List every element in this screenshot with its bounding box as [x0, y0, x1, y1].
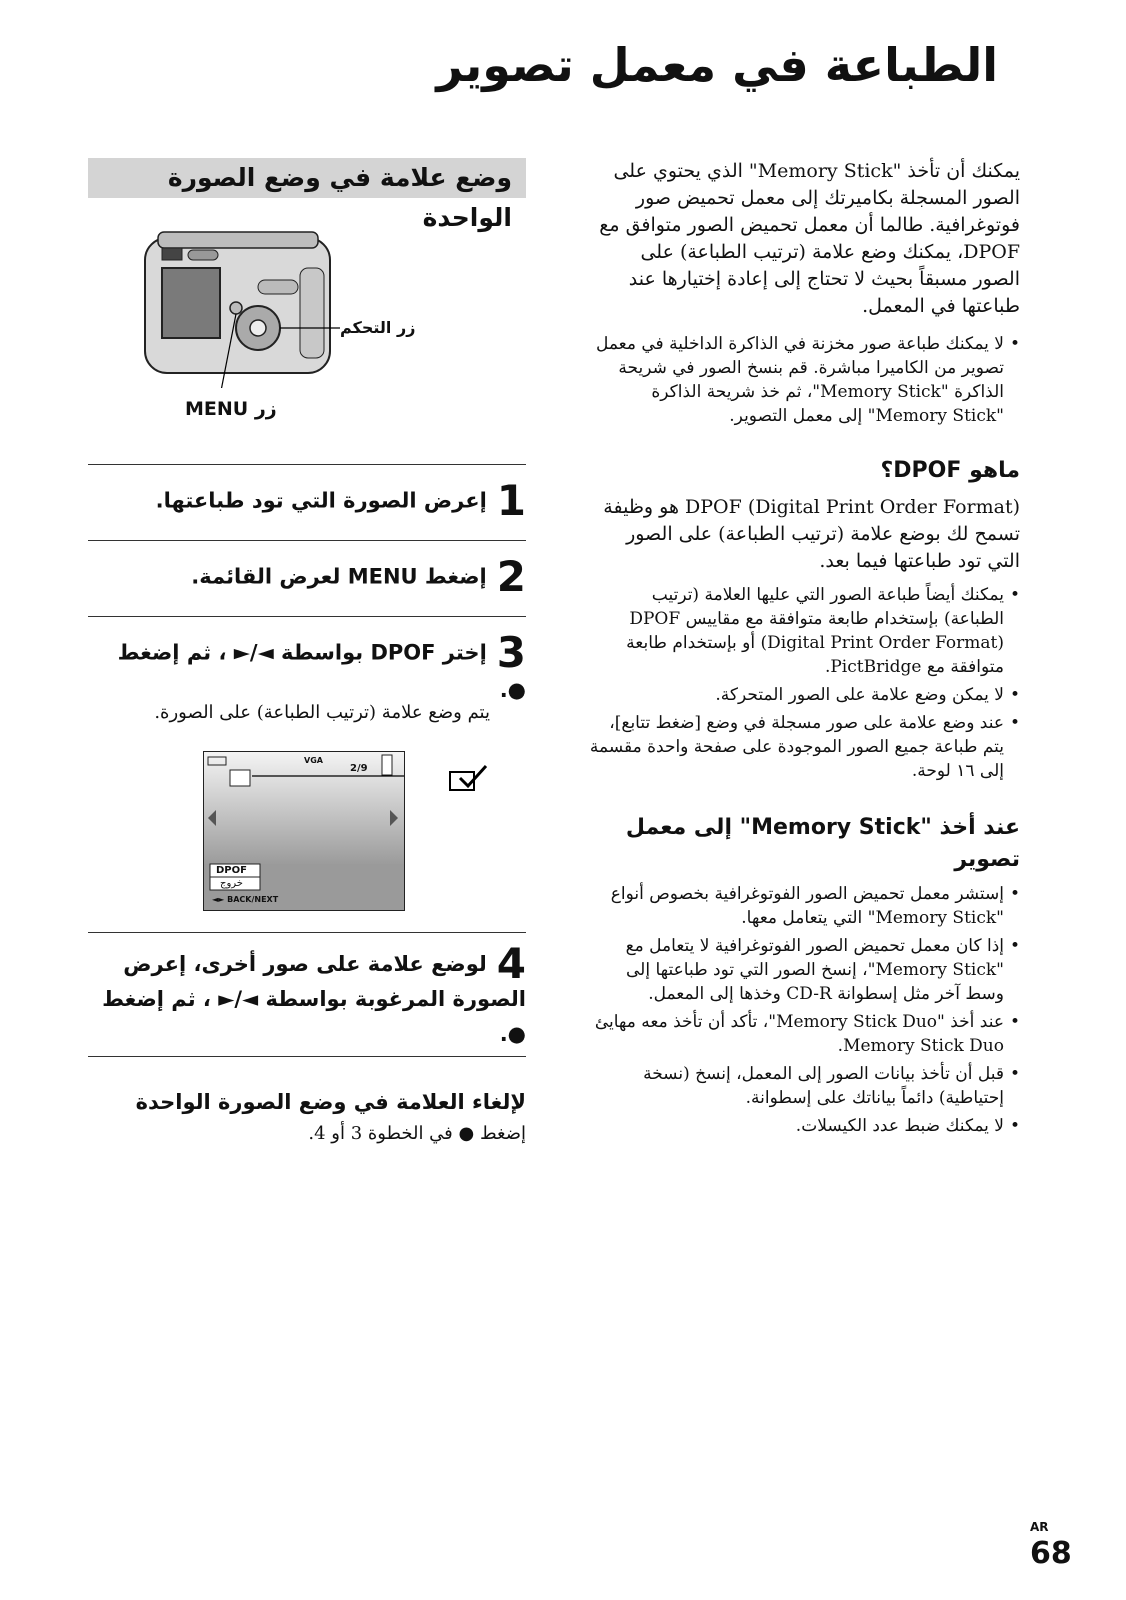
- lcd-vga: VGA: [304, 756, 323, 765]
- menu-button: [230, 302, 242, 314]
- camera-viewfinder: [162, 248, 182, 260]
- divider: [88, 932, 526, 933]
- dpof-mark-icon: [230, 770, 250, 786]
- intro-notes: [588, 332, 1020, 432]
- step-number: 4: [496, 939, 526, 988]
- step-text: إعرض الصورة التي تود طباعتها.: [155, 488, 487, 513]
- step-1: [88, 476, 526, 525]
- step-text: لوضع علامة على صور أخرى، إعرض الصورة المرغوبة بواسطة ◄/► ، ثم إضغط ●.: [102, 952, 526, 1046]
- note-item: • لا يمكنك ضبط عدد الكيسلات.: [588, 1114, 1020, 1138]
- lcd-screen-illustration: [203, 751, 405, 911]
- divider: [88, 540, 526, 541]
- divider: [88, 1056, 526, 1057]
- camera-side-panel: [300, 268, 324, 358]
- memory-icon: [382, 755, 392, 775]
- note-item: • إستشر معمل تحميض الصور الفوتوغرافية بخصوص أنواع "Memory Stick" التي يتعامل معها.: [588, 882, 1020, 930]
- intro-paragraph: يمكنك أن تأخذ "Memory Stick" الذي يحتوي على الصور المسجلة بكاميرتك إلى معمل تحميض صور فوتوغرافية. طالما أن معمل تحميض الصور متوافق مع DPOF، يمكنك وضع علامة (ترتيب الطباعة) على الصور مسبقاً بحيث لا تحتاج إلى إعادة إختيارها عند طباعتها في المعمل.: [599, 160, 1020, 317]
- control-button-label: زر التحكم: [340, 318, 416, 337]
- take-to-lab-notes: [588, 882, 1020, 1142]
- step-3: [88, 628, 526, 702]
- print-order-mark-icon: [448, 764, 488, 794]
- dpof-notes: [588, 583, 1020, 787]
- step-3-note: يتم وضع علامة (ترتيب الطباعة) على الصورة.: [154, 702, 490, 723]
- camera-screen: [162, 268, 220, 338]
- divider: [88, 616, 526, 617]
- menu-button-label: زر MENU: [185, 398, 277, 420]
- step-2: [88, 552, 526, 601]
- note-item: • عند وضع علامة على صور مسجلة في وضع [ضغط تتابع]، يتم طباعة جميع الصور الموجودة على صفحة واحدة مقسمة إلى ١٦ لوحة.: [588, 711, 1020, 783]
- dpof-heading: ماهو DPOF؟: [880, 458, 1020, 483]
- lcd-dpof-label: DPOF: [216, 865, 247, 876]
- language-code: AR: [1030, 1520, 1049, 1534]
- divider: [88, 464, 526, 465]
- lcd-exit-label: خروج: [220, 878, 243, 889]
- step-text: إختر DPOF بواسطة ◄/► ، ثم إضغط ●.: [117, 640, 526, 702]
- control-button-center: [250, 320, 266, 336]
- note-item: • لا يمكن وضع علامة على الصور المتحركة.: [588, 683, 1020, 707]
- page-number: 68: [1030, 1536, 1072, 1571]
- note-item: • إذا كان معمل تحميض الصور الفوتوغرافية لا يتعامل مع "Memory Stick"، إنسخ الصور التي تود طباعتها إلى وسط آخر مثل إسطوانة CD-R وخذها إلى المعمل.: [588, 934, 1020, 1006]
- step-4: [88, 939, 526, 1051]
- lcd-counter: 2/9: [350, 763, 368, 774]
- remove-mark-text: إضغط ● في الخطوة 3 أو 4.: [308, 1123, 526, 1144]
- note-item: • يمكنك أيضاً طباعة الصور التي عليها العلامة (ترتيب الطباعة) بإستخدام طابعة متوافقة مع مقاييس DPOF (Digital Print Order Format) أو بإستخدام طابعة متوافقة مع PictBridge.: [588, 583, 1020, 679]
- camera-mode-switch: [188, 250, 218, 260]
- lcd-back-next: ◄► BACK/NEXT: [212, 895, 279, 904]
- section-banner: وضع علامة في وضع الصورة الواحدة: [88, 158, 526, 198]
- step-number: 2: [496, 552, 526, 601]
- note-item: • عند أخذ "Memory Stick Duo"، تأكد أن تأخذ معه مهايئ Memory Stick Duo.: [588, 1010, 1020, 1058]
- remove-mark-heading: لإلغاء العلامة في وضع الصورة الواحدة: [135, 1090, 526, 1114]
- step-number: 1: [496, 476, 526, 525]
- note-item: • لا يمكنك طباعة صور مخزنة في الذاكرة الداخلية في معمل تصوير من الكاميرا مباشرة. قم بنسخ الصور في شريحة الذاكرة "Memory Stick"، ثم خذ شريحة الذاكرة "Memory Stick" إلى معمل التصوير.: [588, 332, 1020, 428]
- dpof-paragraph: DPOF (Digital Print Order Format) هو وظيفة تسمح لك بوضع علامة (ترتيب الطباعة) على الصور التي تود طباعتها فيما بعد.: [603, 496, 1020, 572]
- camera-top-edge: [158, 232, 318, 248]
- page-title: الطباعة في معمل تصوير: [436, 38, 998, 92]
- step-text: إضغط MENU لعرض القائمة.: [191, 564, 487, 589]
- take-to-lab-heading: عند أخذ "Memory Stick" إلى معمل تصوير: [625, 815, 1020, 872]
- camera-zoom-button: [258, 280, 298, 294]
- camera-illustration: [140, 228, 340, 388]
- note-item: • قبل أن تأخذ بيانات الصور إلى المعمل، إنسخ (نسخة إحتياطية) دائماً بياناتك على إسطوانة.: [588, 1062, 1020, 1110]
- step-number: 3: [496, 628, 526, 677]
